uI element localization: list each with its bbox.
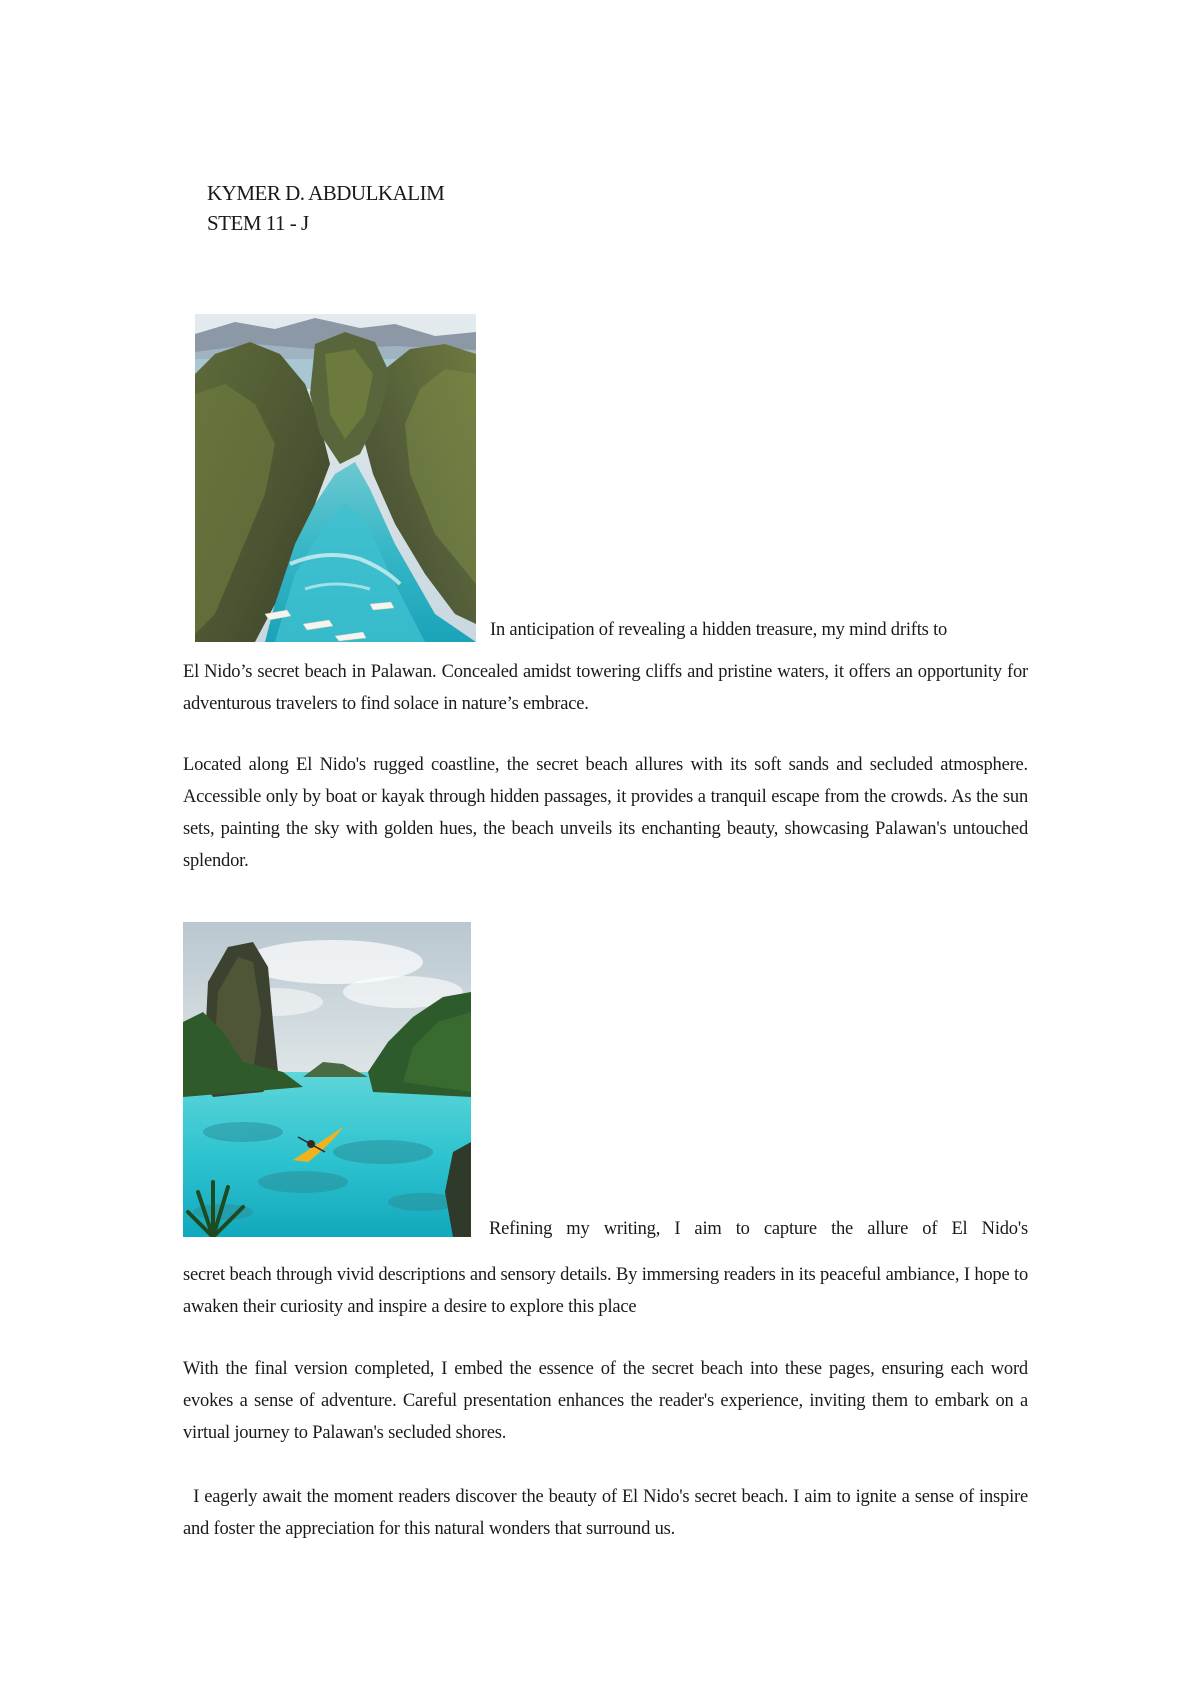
author-header (207, 178, 444, 238)
kayak-lagoon-photo (183, 922, 471, 1237)
paragraph-3-lead (489, 1219, 1028, 1240)
paragraph-4: With the final version completed, I embed the essence of the secret beach into these pages, ensuring each word evokes a sense of adventure. Careful presentation enhances the reader's experience, inviting them to embark on a virtual journey to Palawan's secluded shores. (183, 1359, 1028, 1443)
author-name: KYMER D. ABDULKALIM (207, 181, 445, 205)
paragraph-1-body: El Nido’s secret beach in Palawan. Concealed amidst towering cliffs and pristine waters, it offers an opportunity for adventurous travelers to find solace in nature’s embrace. (183, 662, 1028, 714)
paragraph-1-lead: In anticipation of revealing a hidden treasure, my mind drifts to (490, 620, 948, 640)
paragraph-5: I eagerly await the moment readers discover the beauty of El Nido's secret beach. I aim to ignite a sense of inspire and foster the appreciation for this natural wonders that surround us. (183, 1487, 1033, 1539)
lagoon-aerial-photo (195, 314, 476, 642)
paragraph-2: Located along El Nido's rugged coastline, the secret beach allures with its soft sands and secluded atmosphere. Accessible only by boat or kayak through hidden passages, it provides a tranquil escape from the crowds. As the sun sets, painting the sky with golden hues, the beach unveils its enchanting beauty, showcasing Palawan's untouched splendor. (183, 755, 1028, 871)
class-section: STEM 11 - J (207, 211, 309, 235)
paragraph-3-lead-text: Refining my writing, I aim to capture the allure of El Nido's (489, 1219, 1028, 1239)
paragraph-3-body: secret beach through vivid descriptions and sensory details. By immersing readers in its peaceful ambiance, I hope to awaken their curiosity and inspire a desire to explore this place (183, 1265, 1028, 1317)
